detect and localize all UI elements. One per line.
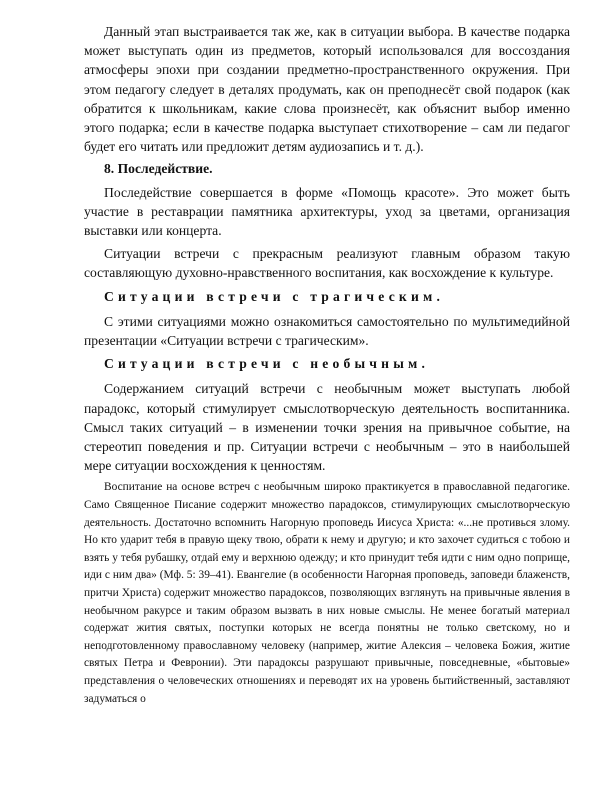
paragraph-aftereffect: Последействие совершается в форме «Помощь красоте». Это может быть участие в реставрации памятника архитектуры, уход за цветами, организация выставки или концерта. — [84, 184, 570, 239]
heading-tragic-situations: Ситуации встречи с трагическим. — [104, 288, 445, 304]
paragraph-beauty-situations: Ситуации встречи с прекрасным реализуют главным образом такую составляющую духовно-нравственного воспитания, как восхождение к культуре. — [84, 246, 570, 281]
heading-aftereffect: 8. Последействие. — [104, 161, 213, 177]
heading-unusual-situations: Ситуации встречи с необычным. — [104, 356, 430, 372]
paragraph-tragic-presentation: С этими ситуациями можно ознакомиться самостоятельно по мультимедийной презентации «Ситуации встречи с трагическим». — [84, 313, 570, 349]
document-page — [84, 22, 570, 708]
paragraph-unusual-content: Содержанием ситуаций встречи с необычным может выступать любой парадокс, который стимулирует смыслотворческую деятельность воспитанника. Смысл таких ситуаций – в изменении точки зрения на привычное событие, на стереотип поведения и пр. Ситуации встречи с необычным – это в наибольшей мере ситуации восхождения к ценностям. — [84, 381, 570, 474]
paragraph-orthodox-pedagogy: Воспитание на основе встреч с необычным широко практикуется в православной педагогике. Само Священное Писание содержит множество парадоксов, стимулирующих смыслотворческую деятельность. Достаточно вспомнить Нагорную проповедь Иисуса Христа: «...не противься злому. Но кто ударит тебя в правую щеку твою, обрати к нему и другую; и кто захочет судиться с тобою и взять у тебя рубашку, отдай ему и верхнюю одежду; и кто принудит тебя идти с ним одно поприще, иди с ним два» (Мф. 5: 39–41). Евангелие (в особенности Нагорная проповедь, заповеди блаженств, притчи Христа) содержит множество парадоксов, позволяющих взглянуть на привычные явления в необычном ракурсе и таким образом вызвать в них новые смыслы. Не менее богатый материал содержат жития святых, поступки которых не всегда понятны не только светскому, но и неподготовленному православному человеку (например, житие Алексия – человека Божия, житие святых Петра и Февронии). Эти парадоксы разрушают привычные, повседневные, «бытовые» представления о человеческих отношениях и переводят их на уровень бытийственный, заставляют задуматься о — [84, 481, 570, 705]
paragraph-gift-stage: Данный этап выстраивается так же, как в ситуации выбора. В качестве подарка может выступать один из предметов, который использовался для воссоздания атмосферы эпохи при создании предметно-пространственного окружения. При этом педагогу следует в деталях продумать, как он преподнесёт свой подарок (как обратится к школьникам, какие слова произнесёт, как объяснит выбор именно этого подарка; если в качестве подарка выступает стихотворение – сам ли педагог будет его читать или предложит детям аудиозапись и т. д.). — [84, 24, 570, 155]
